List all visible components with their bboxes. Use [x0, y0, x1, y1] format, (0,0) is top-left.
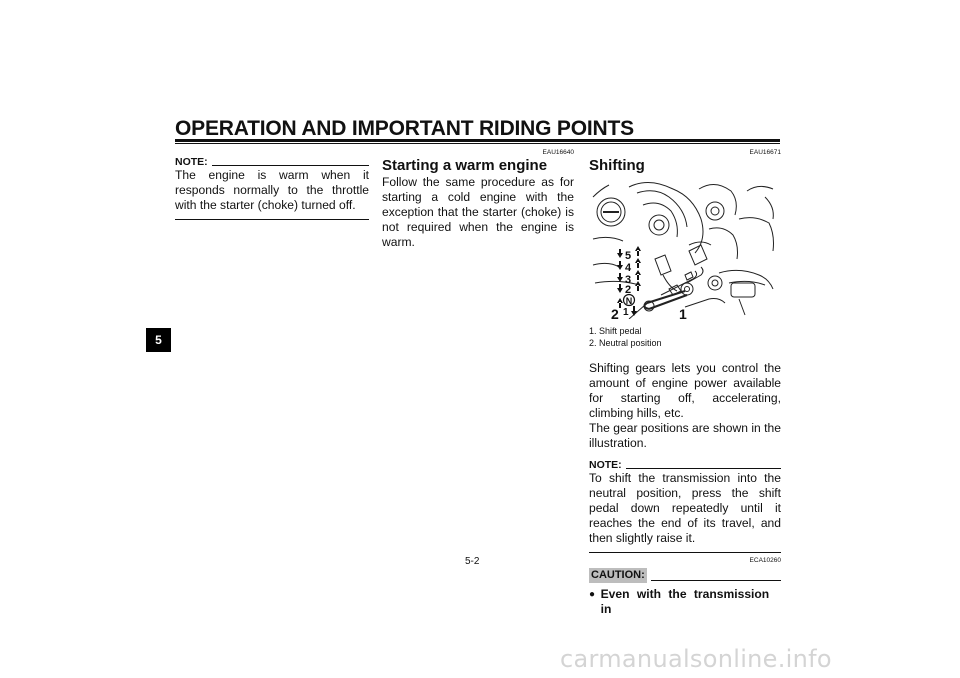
shift-pedal-illustration — [589, 179, 781, 319]
shifting-paragraph-2: The gear positions are shown in the illustration. — [589, 421, 781, 450]
section-text: Follow the same procedure as for starting a cold engine with the exception that the starter (choke) is not required when the engine is warm. — [382, 175, 574, 249]
note-text: To shift the transmission into the neutral position, press the shift pedal down repeatedly until it reaches the end of its travel, and then slightly raise it. — [589, 471, 781, 545]
shifting-paragraph-1: Shifting gears lets you control the amount of engine power available for starting off, accelerating, climbing hills, etc. — [589, 361, 781, 420]
caution-header — [589, 567, 781, 583]
gear-label-3: 3 — [625, 274, 632, 286]
page-number: 5-2 — [465, 556, 480, 567]
caution-label: CAUTION: — [591, 569, 645, 581]
note-rule — [626, 468, 781, 469]
gear-2-indicator — [617, 281, 641, 296]
note-label: NOTE: — [589, 459, 622, 471]
column-left — [175, 148, 369, 220]
gear-label-5: 5 — [625, 250, 632, 262]
shift-pedal-drawing — [589, 179, 781, 319]
bullet-icon: ● — [589, 589, 596, 600]
note-rule — [212, 165, 369, 166]
callout-1: 1 — [679, 306, 687, 319]
caution-bullet-text: Even with the transmission in — [600, 587, 770, 616]
column-right — [589, 148, 781, 617]
caution-rule — [651, 580, 781, 581]
note-header — [589, 457, 781, 471]
gear-label-1: 1 — [623, 307, 629, 318]
figure-captions — [589, 325, 781, 349]
gear-label-2: 2 — [625, 284, 632, 296]
section-heading: Shifting — [589, 157, 645, 174]
gear-1-indicator — [623, 306, 637, 318]
note-header — [175, 154, 369, 168]
note-text: The engine is warm when it responds normally to the throttle with the starter (choke) turned off. — [175, 168, 369, 212]
column-middle — [382, 148, 574, 250]
neutral-indicator — [617, 295, 635, 309]
page-title: OPERATION AND IMPORTANT RIDING POINTS — [175, 117, 634, 140]
caption-neutral-position: 2. Neutral position — [589, 338, 662, 348]
callout-2: 2 — [611, 306, 619, 319]
note-label: NOTE: — [175, 156, 208, 168]
caution-bullet — [589, 587, 781, 617]
header-rule — [175, 139, 780, 144]
section-code: EAU16640 — [542, 149, 574, 156]
chapter-tab: 5 — [146, 328, 171, 352]
note-end-rule — [589, 552, 781, 553]
caution-code: ECA10260 — [749, 557, 781, 564]
gear-label-neutral: N — [625, 296, 633, 306]
caption-shift-pedal: 1. Shift pedal — [589, 326, 642, 336]
section-code: EAU16671 — [749, 149, 781, 156]
gear-label-4: 4 — [625, 262, 632, 274]
watermark: carmanualsonline.info — [560, 645, 832, 673]
section-heading: Starting a warm engine — [382, 157, 548, 174]
note-end-rule — [175, 219, 369, 220]
